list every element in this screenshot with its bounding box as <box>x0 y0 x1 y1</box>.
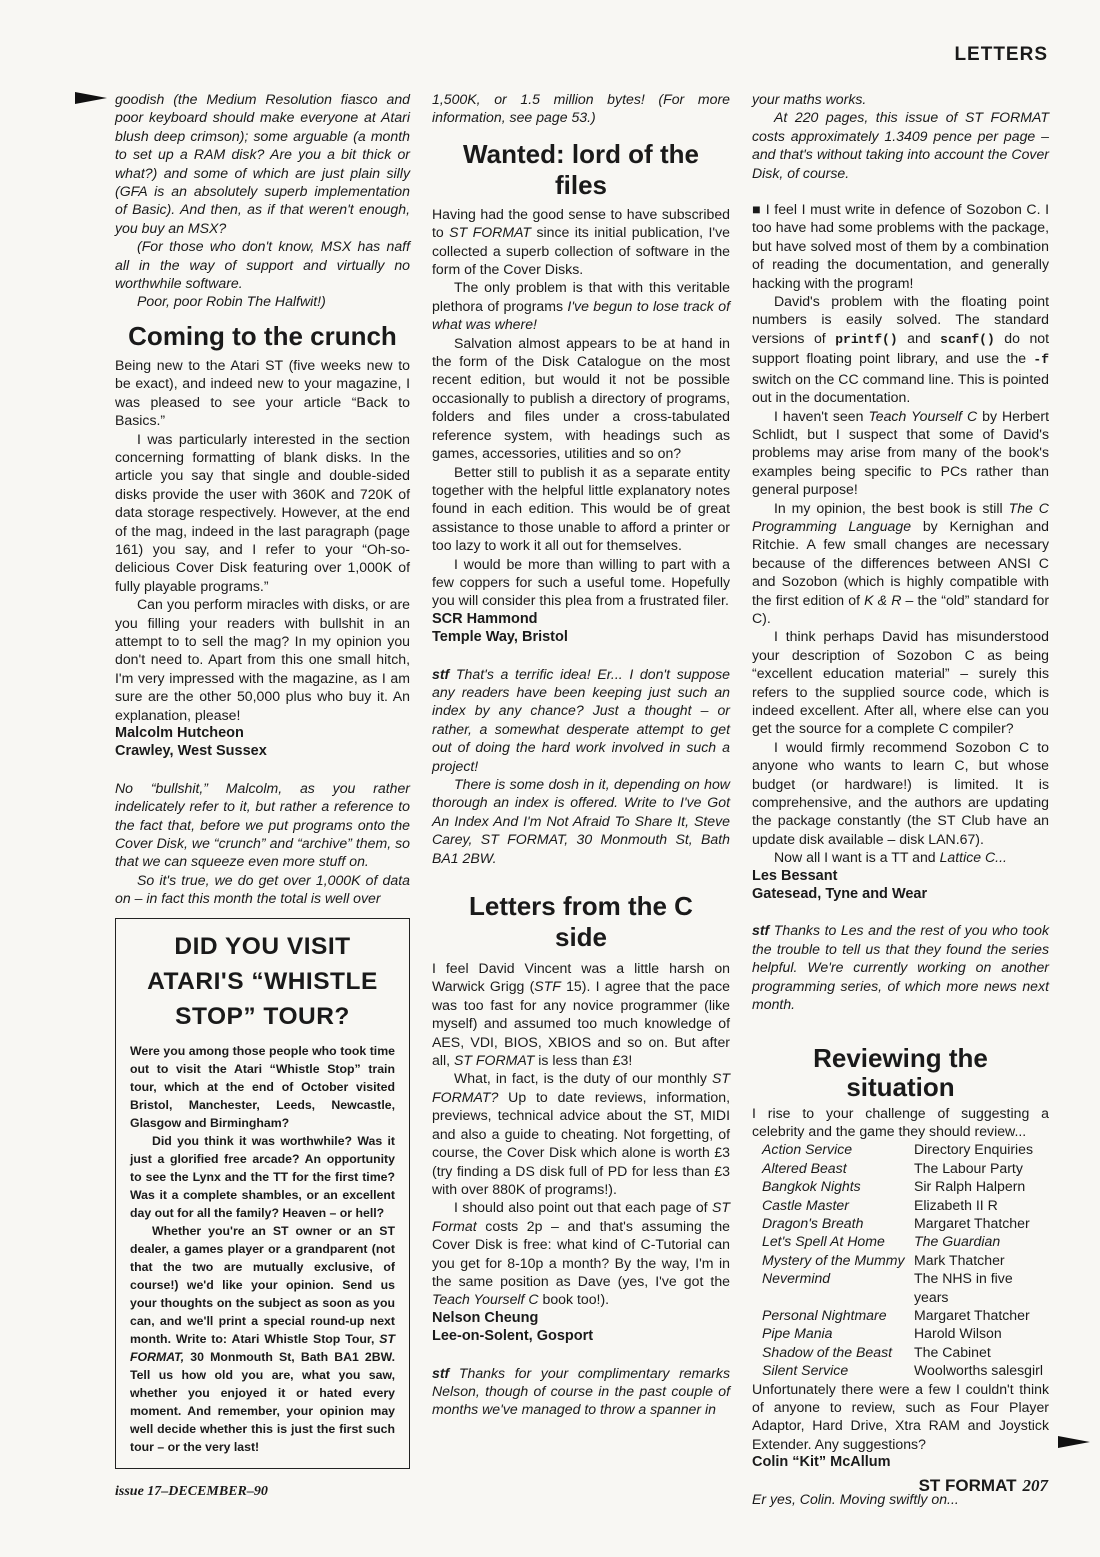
paragraph: Being new to the Atari ST (five weeks new to be exact), and indeed new to your magazine, I was pleased to see your article “Back to Basics.” <box>115 356 410 429</box>
game-title: Personal Nightmare <box>762 1306 887 1323</box>
game-title: Mystery of the Mummy <box>762 1251 905 1268</box>
game-title: Silent Service <box>762 1362 849 1379</box>
paragraph: Better still to publish it as a separate entity together with the helpful little explanatory notes found in each edition. This would be of great assistance to those unable to afford a printer or too lazy to work it all out for themselves. <box>432 463 730 554</box>
editor-reply: Er yes, Colin. Moving swiftly on... <box>752 1490 959 1507</box>
celebrity-name: The Guardian <box>914 1233 1001 1250</box>
paragraph: Having had the good sense to have subscribed to ST FORMAT since its initial publication, I've collected a superb collection of software in the form of the Cover Disks. <box>432 205 730 278</box>
paragraph: your maths works. <box>752 91 867 107</box>
editor-reply: So it's true, we do get over 1,000K of data on – in fact this month the total is well over <box>115 871 410 907</box>
celebrity-name: Sir Ralph Halpern <box>914 1178 1026 1195</box>
boxout-paragraph: Did you think it was worthwhile? Was it just a glorified free arcade? An opportunity to see the Lynx and the TT for the first time? Was it a complete shambles, or an excellent day out for all the family? Heaven – or hell? <box>130 1133 395 1220</box>
column-3 <box>752 90 1049 1508</box>
game-title: Nevermind <box>762 1270 831 1287</box>
letter-author: SCR Hammond <box>432 610 538 627</box>
paragraph: 1,500K, or 1.5 million bytes! (For more information, see page 53.) <box>432 91 730 126</box>
game-title: Altered Beast <box>762 1159 847 1176</box>
magazine-name: ST FORMAT <box>918 1476 1017 1495</box>
letter-location: Temple Way, Bristol <box>432 629 568 646</box>
editor-reply: stf That's a terrific idea! Er... I don't suppose any readers have been keeping just such an index by any chance? Just a thought – or rather, a somewhat desperate attempt to get out of doing the hard work involved in such a project! <box>432 665 730 774</box>
paragraph: (For those who don't know, MSX has naff all in the way of support and virtually no worthwhile software. <box>115 238 410 292</box>
letter-author: Malcolm Hutcheon <box>115 725 244 741</box>
boxout-paragraph: Whether you're an ST owner or an ST dealer, a games player or a grandparent (not that the two are mutually exclusive, of course!) we'd like your opinion. Send us your thoughts on the subject as soon as you can, and we'll print a special round-up next month. Write to: Atari Whistle Stop Tour, ST FORMAT, 30 Monmouth St, Bath BA1 2BW. Tell us how old you are, what you saw, whether you enjoyed it or hated every moment. And remember, your opinion may well decide whether this is just the first such tour – or the very last! <box>130 1223 396 1454</box>
celebrity-name: Harold Wilson <box>914 1325 1002 1342</box>
letter-heading: Reviewing the situation <box>813 1042 988 1102</box>
paragraph: ■ I feel I must write in defence of Sozobon C. I too have had some problems with the package, but have solved most of them by a combination of reading the documentation, and generally hacking with the program! <box>752 201 1049 291</box>
paragraph: Poor, poor Robin The Halfwit!) <box>137 293 326 310</box>
game-title: Castle Master <box>762 1196 849 1213</box>
paragraph: I rise to your challenge of suggesting a celebrity and the game they should review... <box>752 1104 1049 1139</box>
letter-location: Lee-on-Solent, Gosport <box>432 1328 594 1345</box>
whistle-stop-boxout <box>115 918 410 1469</box>
celebrity-name: Directory Enquiries <box>914 1141 1034 1158</box>
paragraph: I would be more than willing to part with a few coppers for such a useful tome. Hopefully you will consider this plea from a frustrated filer. <box>432 555 730 609</box>
editor-reply: stf Thanks for your complimentary remarks Nelson, though of course in the past couple of months we've managed to throw a spanner in <box>432 1364 731 1418</box>
game-title: Shadow of the Beast <box>762 1343 893 1360</box>
editor-reply: No “bullshit,” Malcolm, as you rather indelicately refer to it, but rather a reference to the fact that, before we put programs onto the Cover Disk, we “crunch” and “archive” them, so that we can squeeze even more stuff on. <box>115 779 410 870</box>
section-label: LETTERS <box>954 44 1048 65</box>
paragraph: What, in fact, is the duty of our monthly ST FORMAT? Up to date reviews, information, previews, technical advice about the ST, MIDI and also a guide to cheating. Not forgetting, of course, the Cover Disk which alone is worth £3 (try finding a DS disk full of PD for less than £3 with over 880K of programs!). <box>432 1070 731 1197</box>
letter-author: Les Bessant <box>752 867 838 884</box>
letter-heading: Letters from the C side <box>469 891 693 953</box>
game-celebrity-list <box>762 1140 1049 1379</box>
celebrity-name: The NHS in five years <box>914 1270 1013 1305</box>
celebrity-name: Mark Thatcher <box>914 1251 1005 1268</box>
paragraph: Unfortunately there were a few I couldn't think of anyone to review, such as Four Player Adaptor, Hard Drive, Xtra RAM and Joystick Extender. Any suggestions? <box>752 1380 1049 1452</box>
page-footer <box>919 1476 1048 1496</box>
celebrity-name: The Cabinet <box>914 1343 991 1360</box>
column-1 <box>115 90 410 1469</box>
paragraph: At 220 pages, this issue of ST FORMAT costs approximately 1.3409 pence per page – and that's without taking into account the Cover Disk, of course. <box>752 109 1049 181</box>
paragraph: Can you perform miracles with disks, or are you filling your readers with bullshit in an attempt to to sell the mag? In my opinion you don't need to. Apart from this one small hitch, I'm very impressed with the magazine, as I am sure are the other 50,000 plus who buy it. An explanation, please! <box>115 596 410 723</box>
paragraph: I feel David Vincent was a little harsh on Warwick Grigg (STF 15). I agree that the pace was too fast for any novice programmer (like myself) and assumed too much knowledge of AES, VDI, BIOS, XBIOS and so on. But after all, ST FORMAT is less than £3! <box>432 960 730 1069</box>
paragraph: The only problem is that with this veritable plethora of programs I've begun to lose track of what was where! <box>432 279 730 333</box>
celebrity-name: Margaret Thatcher <box>914 1214 1030 1231</box>
celebrity-name: The Labour Party <box>914 1159 1023 1176</box>
paragraph: In my opinion, the best book is still The C Programming Language by Kernighan and Ritchie. A few small changes are necessary because of the differences between ANSI C and Sozobon (which is highly compatible with the first edition of K & R – the “old” standard for C). <box>752 499 1050 626</box>
page-number: 207 <box>1022 1476 1048 1495</box>
paragraph: Salvation almost appears to be at hand in the form of the Disk Catalogue on the most recent edition, but would it not be possible occasionally to publish a directory of programs, folders and files under a cross-tabulated reference system, with headings such as games, accessories, utilities and so on? <box>432 334 730 462</box>
paragraph: I haven't seen Teach Yourself C by Herbert Schlidt, but I suspect that some of David's problems may arise from many of the book's examples being specific to PCs rather than general purpose! <box>752 407 1049 498</box>
letter-heading: Wanted: lord of the files <box>463 138 699 200</box>
editor-reply: stf Thanks to Les and the rest of you who took the trouble to tell us that they found the series helpful. We're currently working on another programming series, of which more news next month. <box>752 922 1050 1013</box>
paragraph: I should also point out that each page of ST Format costs 2p – and that's assuming the Cover Disk is free: what kind of C-Tutorial can you get for 8-10p a month? By the way, I'm in the same position as Dave (yes, I've got the Teach Yourself C book too!). <box>432 1199 731 1308</box>
editor-reply: There is some dosh in it, depending on how thorough an index is offered. Write to I've Got An Index And I'm Not Afraid To Share It, Steve Carey, ST FORMAT, 30 Monmouth St, Bath BA1 2BW. <box>432 776 730 866</box>
game-title: Bangkok Nights <box>762 1178 861 1195</box>
game-title: Dragon's Breath <box>762 1214 864 1231</box>
paragraph: I would firmly recommend Sozobon C to anyone who wants to learn C, but whose budget (or hardware!) is limited. It is comprehensive, and the authors are updating the package constantly (the ST Club have an update disk available – disk LAN.67). <box>752 738 1049 847</box>
paragraph: I think perhaps David has misunderstood your description of Sozobon C as being “excellent education material” – surely this refers to the supplied source code, which is indeed excellent. After all, where else can you get the source for a complete C compiler? <box>752 628 1049 737</box>
game-title: Pipe Mania <box>762 1325 833 1342</box>
letter-location: Crawley, West Sussex <box>115 743 267 760</box>
bullet-square-icon: ■ <box>752 201 762 218</box>
letter-heading: Coming to the crunch <box>128 320 397 351</box>
celebrity-name: Woolworths salesgirl <box>914 1362 1043 1379</box>
celebrity-name: Elizabeth II R <box>914 1196 998 1213</box>
paragraph: Now all I want is a TT and Lattice C... <box>774 849 1007 866</box>
issue-date: issue 17–DECEMBER–90 <box>115 1484 268 1499</box>
continue-to-arrow-icon <box>1058 1436 1090 1448</box>
game-title: Action Service <box>762 1141 853 1158</box>
celebrity-name: Margaret Thatcher <box>914 1306 1030 1323</box>
paragraph: goodish (the Medium Resolution fiasco and poor keyboard should make everyone at Atari blush deep crimson); some arguable (a month to set up a RAM disk? Are you a bit thick or what?) and some of which are just plain silly (GFA is an absolutely superb implementation of Basic). And then, as if that weren't enough, you buy an MSX? <box>115 91 410 236</box>
paragraph: I was particularly interested in the section concerning formatting of blank disks. In the article you say that single and double-sided disks provide the user with 360K and 720K of data storage respectively. However, at the end of the mag, indeed in the last paragraph (page 161) you say, and I refer to your “Oh-so-delicious Cover Disk featuring over 1,000K of fully playable programs.” <box>115 430 410 594</box>
boxout-paragraph: Were you among those people who took time out to visit the Atari “Whistle Stop” train tour, which at the end of October visited Bristol, Manchester, Leeds, Newcastle, Glasgow and Birmingham? <box>130 1043 395 1130</box>
letter-author: Colin “Kit” McAllum <box>752 1454 891 1471</box>
boxout-title: DID YOU VISIT ATARI'S “WHISTLE STOP” TOUR? <box>147 932 378 1030</box>
game-title: Let's Spell At Home <box>762 1233 885 1250</box>
paragraph: David's problem with the floating point numbers is easily solved. The standard versions of printf() and scanf() do not support floating point library, and use the -f switch on the CC command line. This is pointed out in the documentation. <box>752 293 1050 406</box>
letter-author: Nelson Cheung <box>432 1309 539 1326</box>
column-2 <box>432 90 730 1419</box>
continue-from-arrow-icon <box>75 92 107 104</box>
letter-location: Gatesead, Tyne and Wear <box>752 886 928 903</box>
